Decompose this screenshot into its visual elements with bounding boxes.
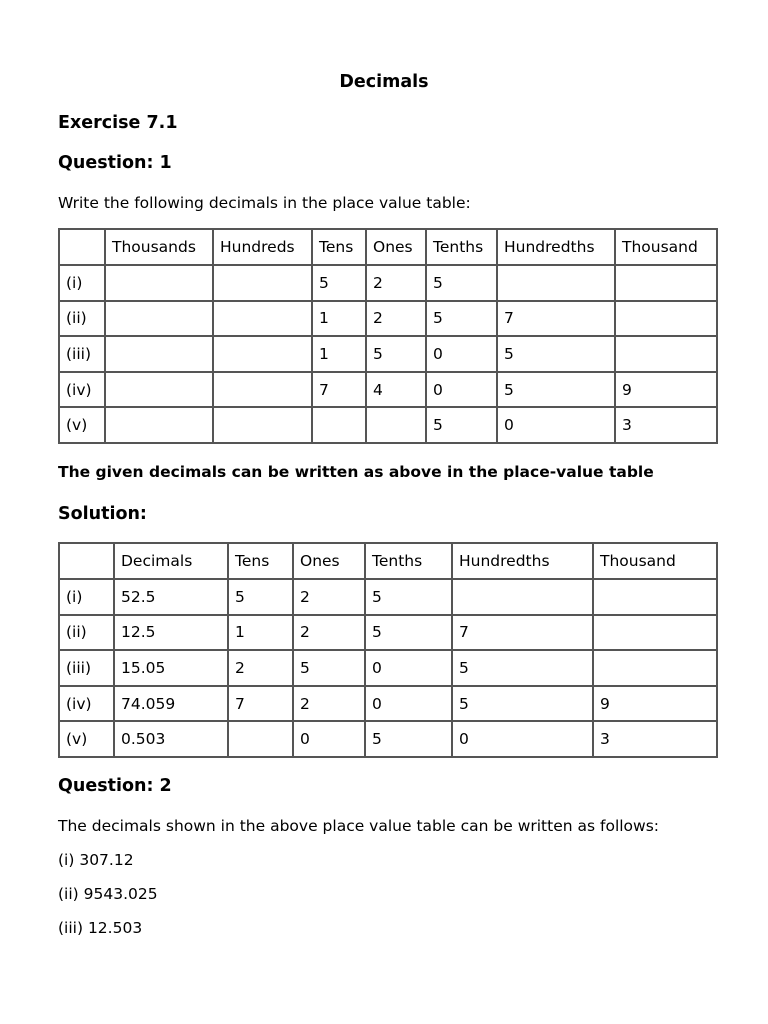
answer-item: (iii) 12.503 — [58, 919, 143, 937]
column-header: Decimals — [114, 543, 228, 579]
table-cell: 0 — [426, 336, 497, 372]
table-cell: 15.05 — [114, 650, 228, 686]
table-cell — [593, 579, 717, 615]
row-label: (iv) — [59, 686, 114, 722]
table-cell: 5 — [365, 615, 452, 651]
row-label: (iii) — [59, 336, 105, 372]
table-cell — [213, 407, 312, 443]
question-1-heading: Question: 1 — [58, 153, 172, 173]
table-cell: 5 — [426, 301, 497, 337]
table-cell — [105, 372, 213, 408]
table-cell: 7 — [312, 372, 366, 408]
table-cell: 7 — [228, 686, 293, 722]
table-cell — [452, 579, 593, 615]
table-cell: 1 — [228, 615, 293, 651]
column-header: Hundreds — [213, 229, 312, 265]
answer-item: (ii) 9543.025 — [58, 885, 158, 903]
column-header — [59, 543, 114, 579]
table-cell: 3 — [593, 721, 717, 757]
table-cell: 5 — [497, 336, 615, 372]
table-cell — [213, 372, 312, 408]
column-header: Thousand — [615, 229, 717, 265]
table-cell: 74.059 — [114, 686, 228, 722]
table-cell: 9 — [615, 372, 717, 408]
table-row — [59, 650, 717, 686]
table-cell: 1 — [312, 301, 366, 337]
table-cell — [593, 650, 717, 686]
table-cell — [105, 336, 213, 372]
table-row — [59, 407, 717, 443]
table-cell: 0 — [426, 372, 497, 408]
table-cell — [105, 407, 213, 443]
table-row — [59, 301, 717, 337]
page-title: Decimals — [339, 72, 429, 92]
table-cell: 0 — [365, 650, 452, 686]
row-label: (iv) — [59, 372, 105, 408]
table-row — [59, 721, 717, 757]
column-header: Tenths — [365, 543, 452, 579]
table-cell: 0 — [497, 407, 615, 443]
table-cell: 12.5 — [114, 615, 228, 651]
row-label: (iii) — [59, 650, 114, 686]
table-cell: 1 — [312, 336, 366, 372]
table-cell: 5 — [452, 650, 593, 686]
table-row — [59, 579, 717, 615]
column-header — [59, 229, 105, 265]
table-cell: 5 — [497, 372, 615, 408]
row-label: (ii) — [59, 615, 114, 651]
solution-table — [58, 542, 718, 758]
answer-item: (i) 307.12 — [58, 851, 134, 869]
table-cell: 5 — [426, 407, 497, 443]
table-cell: 2 — [366, 301, 426, 337]
table-header-row — [59, 543, 717, 579]
table-header-row — [59, 229, 717, 265]
table-row — [59, 372, 717, 408]
table-cell: 7 — [497, 301, 615, 337]
table-cell: 2 — [293, 686, 365, 722]
row-label: (ii) — [59, 301, 105, 337]
row-label: (v) — [59, 407, 105, 443]
table-cell: 2 — [293, 615, 365, 651]
column-header: Ones — [293, 543, 365, 579]
table-cell — [366, 407, 426, 443]
table-cell — [105, 301, 213, 337]
table-cell: 4 — [366, 372, 426, 408]
table-cell: 5 — [426, 265, 497, 301]
table-row — [59, 265, 717, 301]
table-cell: 5 — [312, 265, 366, 301]
table-cell: 0 — [365, 686, 452, 722]
column-header: Thousand — [593, 543, 717, 579]
table-cell — [615, 265, 717, 301]
table-row — [59, 336, 717, 372]
column-header: Thousands — [105, 229, 213, 265]
row-label: (i) — [59, 265, 105, 301]
table-cell — [105, 265, 213, 301]
table-cell: 5 — [365, 721, 452, 757]
table-row — [59, 615, 717, 651]
place-value-table — [58, 228, 718, 444]
table-cell: 0.503 — [114, 721, 228, 757]
table-cell: 7 — [452, 615, 593, 651]
question-2-intro: The decimals shown in the above place value table can be written as follows: — [58, 817, 660, 835]
table-cell: 0 — [293, 721, 365, 757]
row-label: (v) — [59, 721, 114, 757]
table-cell — [213, 265, 312, 301]
table-cell: 2 — [228, 650, 293, 686]
table-cell: 52.5 — [114, 579, 228, 615]
table-cell: 0 — [452, 721, 593, 757]
table-cell — [615, 336, 717, 372]
column-header: Hundredths — [497, 229, 615, 265]
question-1-instruction: Write the following decimals in the place value table: — [58, 194, 471, 212]
table-cell: 5 — [228, 579, 293, 615]
column-header: Ones — [366, 229, 426, 265]
table-cell — [228, 721, 293, 757]
table-row — [59, 686, 717, 722]
table-cell — [312, 407, 366, 443]
table-cell: 5 — [452, 686, 593, 722]
table-cell — [213, 336, 312, 372]
column-header: Tens — [312, 229, 366, 265]
table-cell — [213, 301, 312, 337]
table-cell — [497, 265, 615, 301]
table-cell — [593, 615, 717, 651]
question-1-note: The given decimals can be written as above in the place-value table — [58, 463, 654, 481]
table-cell: 3 — [615, 407, 717, 443]
table-cell: 9 — [593, 686, 717, 722]
table-cell: 2 — [293, 579, 365, 615]
question-2-heading: Question: 2 — [58, 776, 172, 796]
column-header: Tens — [228, 543, 293, 579]
table-cell: 5 — [293, 650, 365, 686]
table-cell: 5 — [365, 579, 452, 615]
exercise-heading: Exercise 7.1 — [58, 113, 178, 133]
table-cell — [615, 301, 717, 337]
solution-heading: Solution: — [58, 504, 147, 524]
column-header: Hundredths — [452, 543, 593, 579]
table-cell: 2 — [366, 265, 426, 301]
table-cell: 5 — [366, 336, 426, 372]
row-label: (i) — [59, 579, 114, 615]
column-header: Tenths — [426, 229, 497, 265]
